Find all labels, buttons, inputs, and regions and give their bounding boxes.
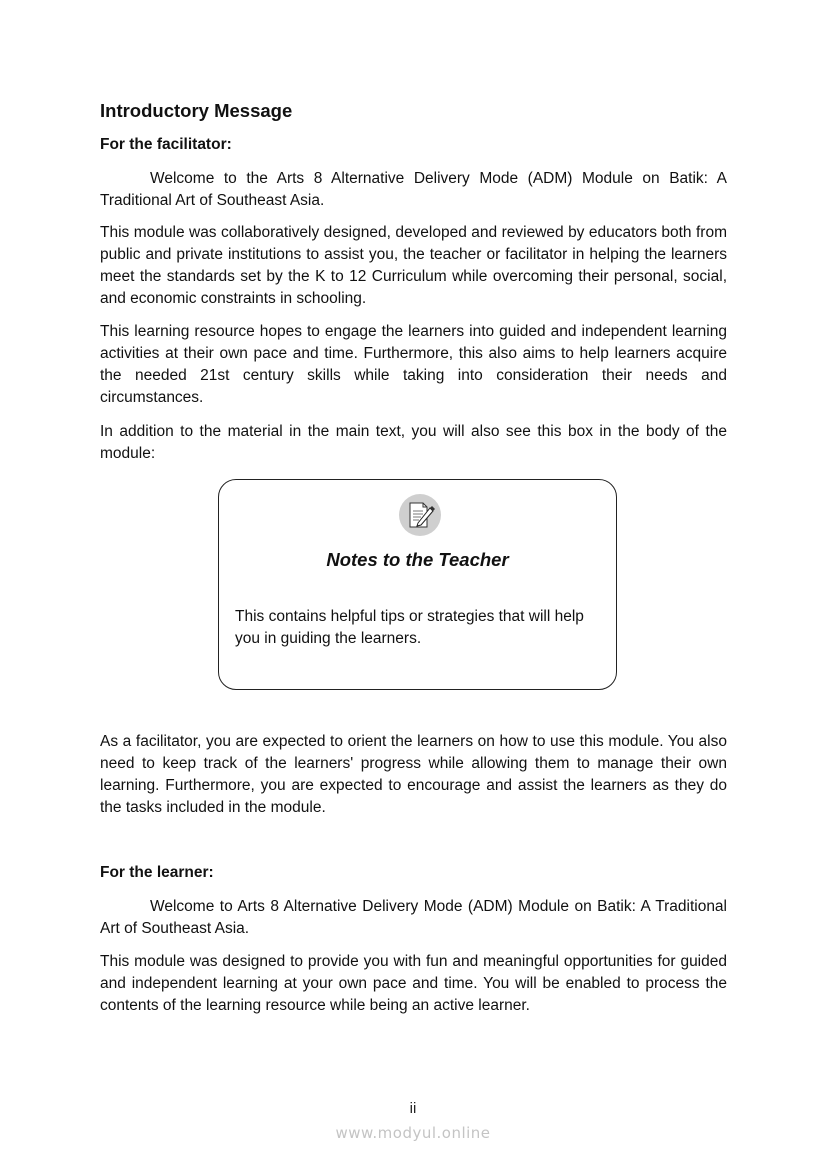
note-box-body: This contains helpful tips or strategies that will help you in guiding the learners. [235,608,584,647]
page-number: ii [409,1100,417,1117]
note-box-title: Notes to the Teacher [326,549,509,570]
facilitator-box-intro-paragraph: In addition to the material in the main text, you will also see this box in the body of the module: [100,423,727,462]
notepad-pencil-icon [399,494,441,536]
facilitator-module-paragraph: This module was collaboratively designed, developed and reviewed by educators both from public and private institutions to assist you, the teacher or facilitator in helping the learners meet the standards set by the K to 12 Curriculum while overcoming their personal, social, and economic constraints in schooling. [100,224,727,307]
page-title: Introductory Message [100,100,293,121]
notes-to-teacher-box [218,479,617,690]
learner-welcome-paragraph: Welcome to Arts 8 Alternative Delivery Mode (ADM) Module on Batik: A Traditional Art of Southeast Asia. [100,898,727,937]
facilitator-resource-paragraph: This learning resource hopes to engage the learners into guided and independent learning activities at their own pace and time. Furthermore, this also aims to help learners acquire the needed 21st century skills while taking into consideration their needs and circumstances. [100,323,727,406]
watermark: www.modyul.online [335,1124,491,1142]
learner-heading: For the learner: [100,864,214,881]
facilitator-welcome-paragraph: Welcome to the Arts 8 Alternative Delivery Mode (ADM) Module on Batik: A Traditional Art of Southeast Asia. [100,170,727,209]
learner-module-paragraph: This module was designed to provide you with fun and meaningful opportunities for guided and independent learning at your own pace and time. You will be enabled to process the contents of the learning resource while being an active learner. [100,953,727,1014]
facilitator-heading: For the facilitator: [100,136,232,153]
facilitator-closing-paragraph: As a facilitator, you are expected to orient the learners on how to use this module. You also need to keep track of the learners' progress while allowing them to manage their own learning. Furthermore, you are expected to encourage and assist the learners as they do the tasks included in the module. [100,733,727,816]
